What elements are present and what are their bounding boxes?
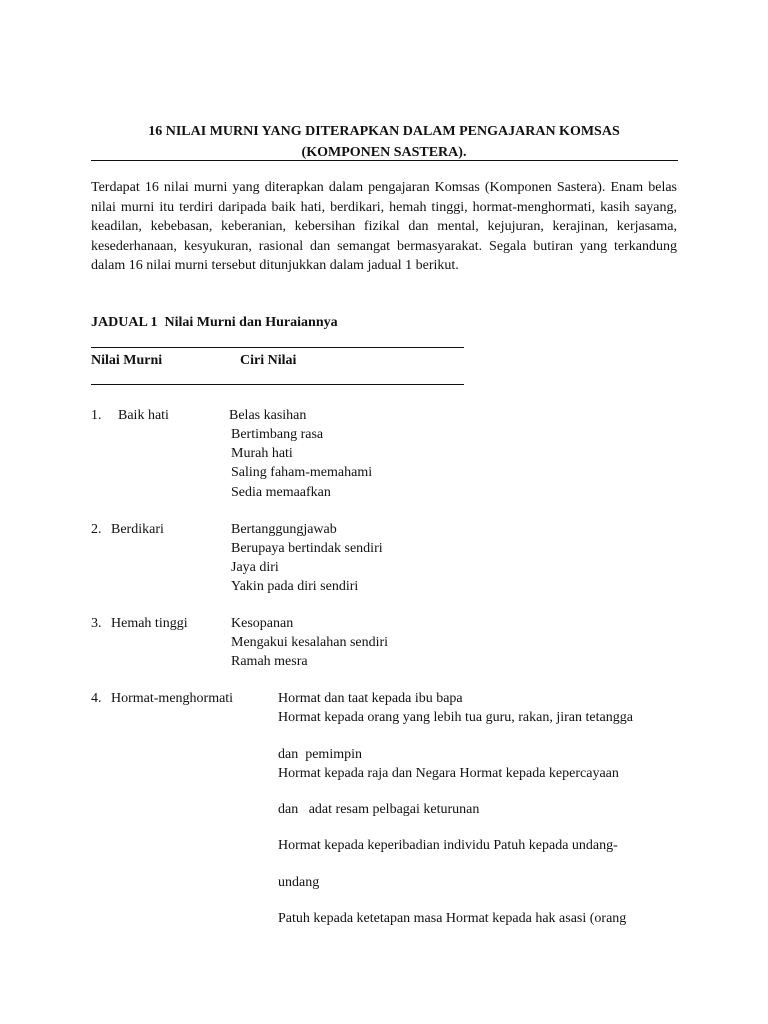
ciri-item: Yakin pada diri sendiri [231, 579, 359, 594]
ciri-item: dan pemimpin [278, 747, 362, 762]
ciri-item: Sedia memaafkan [231, 485, 331, 500]
ciri-item: undang [278, 875, 320, 890]
ciri-item: Bertanggungjawab [231, 522, 337, 537]
ciri-item: dan adat resam pelbagai keturunan [278, 802, 480, 817]
table-header-rule [91, 384, 464, 385]
title-line-1: 16 NILAI MURNI YANG DITERAPKAN DALAM PENGAJARAN KOMSAS [148, 124, 620, 139]
row-number: 2. [91, 522, 102, 537]
header-nilai-murni: Nilai Murni [91, 353, 163, 368]
row-number: 1. [91, 408, 102, 423]
ciri-item: Belas kasihan [229, 408, 307, 423]
header-ciri-nilai: Ciri Nilai [240, 353, 297, 368]
ciri-item: Hormat kepada orang yang lebih tua guru, rakan, jiran tetangga [278, 710, 633, 725]
ciri-item: Kesopanan [231, 616, 294, 631]
row-number: 4. [91, 691, 102, 706]
ciri-item: Ramah mesra [231, 654, 308, 669]
document-title [91, 121, 677, 163]
row-nilai: Berdikari [111, 522, 164, 537]
row-number: 3. [91, 616, 102, 631]
ciri-item: Murah hati [231, 446, 293, 461]
ciri-item: Bertimbang rasa [231, 427, 324, 442]
ciri-item: Berupaya bertindak sendiri [231, 541, 383, 556]
title-underline [91, 160, 678, 161]
ciri-item: Mengakui kesalahan sendiri [231, 635, 389, 650]
ciri-item: Hormat dan taat kepada ibu bapa [278, 691, 463, 706]
row-nilai: Hormat-menghormati [111, 691, 234, 706]
ciri-item: Saling faham-memahami [231, 465, 373, 480]
ciri-item: Jaya diri [231, 560, 279, 575]
ciri-item: Hormat kepada raja dan Negara Hormat kepada kepercayaan [278, 766, 619, 781]
table-top-rule [91, 347, 464, 348]
intro-paragraph: Terdapat 16 nilai murni yang diterapkan dalam pengajaran Komsas (Komponen Sastera). Enam belas nilai murni itu terdiri daripada baik hati, berdikari, hemah tinggi, hormat-menghormati, kasih sayang, keadilan, kebebasan, keberanian, kebersihan fizikal dan mental, kejujuran, kerajinan, kerjasama, kesederhanaan, kesyukuran, rasional dan semangat bermasyarakat. Segala butiran yang terkandung dalam 16 nilai murni tersebut ditunjukkan dalam jadual 1 berikut. [91, 180, 677, 273]
row-nilai: Baik hati [118, 408, 169, 423]
ciri-item: Patuh kepada ketetapan masa Hormat kepada hak asasi (orang [278, 911, 627, 926]
table-caption: JADUAL 1 Nilai Murni dan Huraiannya [91, 315, 338, 330]
ciri-item: Hormat kepada keperibadian individu Patuh kepada undang- [278, 838, 618, 853]
title-line-2: (KOMPONEN SASTERA). [301, 145, 467, 160]
row-nilai: Hemah tinggi [111, 616, 188, 631]
